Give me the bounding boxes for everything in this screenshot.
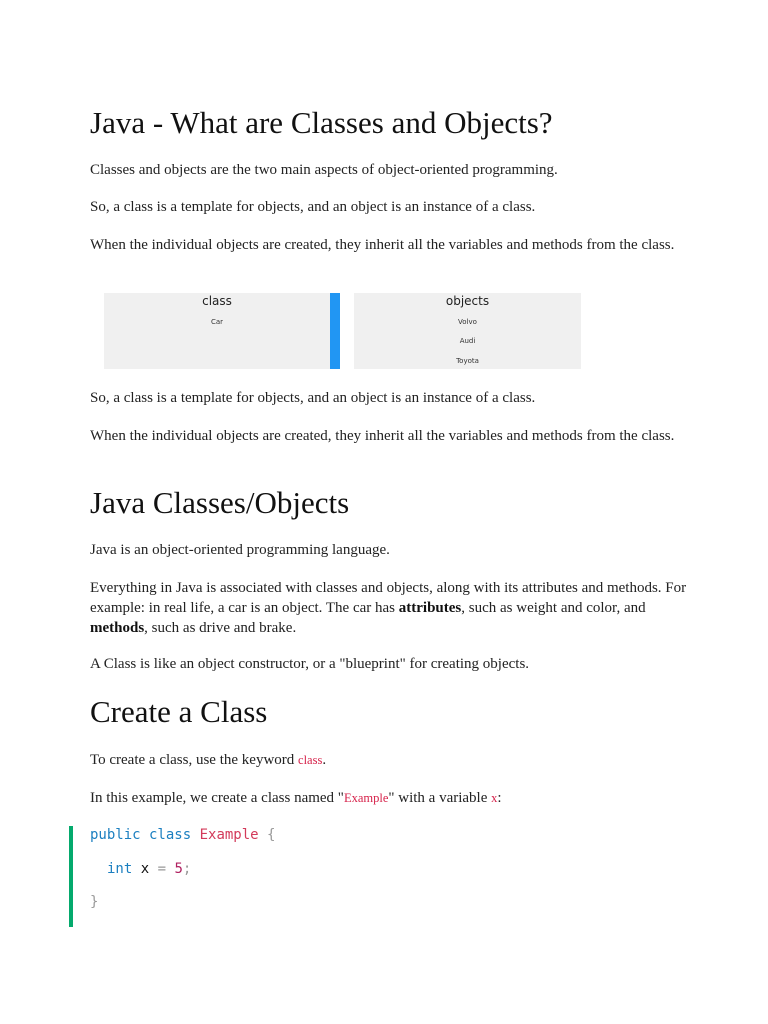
paragraph-attributes-methods [90,578,690,638]
paragraph-example [90,788,690,808]
paragraph-intro: Classes and objects are the two main aspects of object-oriented programming. [90,162,558,178]
objects-heading: objects [445,294,490,308]
code-class-name: Example [199,827,259,843]
class-item-car: Car [210,318,224,326]
paragraph-keyword [90,750,690,770]
object-item-toyota: Toyota [456,357,479,365]
diagram-gap [340,293,354,369]
bold-methods: methods [90,620,145,636]
text-span: . [322,752,327,768]
code-block [69,826,709,927]
keyword-example: Example [343,791,389,805]
heading-create-a-class: Create a Class [90,694,268,729]
keyword-class: class [298,753,323,767]
text-span: In this example, we create a class named " [90,790,344,806]
paragraph-template-repeat: So, a class is a template for objects, and an object is an instance of a class. [90,390,536,406]
code-semicolon: ; [182,861,192,877]
code-line-1 [90,826,275,844]
paragraph-inherit: When the individual objects are created, they inherit all the variables and methods from the class. [90,237,675,253]
code-line-3 [90,893,98,911]
paragraph-inherit-repeat: When the individual objects are created, they inherit all the variables and methods from the class. [90,428,675,444]
paragraph-oop-language: Java is an object-oriented programming language. [90,542,390,558]
text-span: , such as weight and color, and [461,600,646,616]
keyword-x: x [491,791,498,805]
text-span: , such as drive and brake. [144,620,297,636]
text-span: : [497,790,502,806]
bold-attributes: attributes [398,600,462,616]
heading-classes-and-objects: Java - What are Classes and Objects? [90,105,553,140]
code-brace-open: { [267,827,276,843]
class-objects-diagram [104,293,581,369]
object-item-volvo: Volvo [458,318,477,326]
text-span: To create a class, use the keyword [90,752,299,768]
object-item-audi: Audi [459,337,476,345]
code-line-2 [107,860,191,878]
code-block-rule [69,826,73,927]
paragraph-blueprint: A Class is like an object constructor, or a "blueprint" for creating objects. [90,656,530,672]
code-variable: x [140,861,150,877]
class-heading: class [202,294,232,308]
text-span: " with a variable [388,790,492,806]
code-number: 5 [174,861,183,877]
divider-bar [330,293,340,369]
code-operator: = [157,861,167,877]
code-keyword: public class [90,827,192,843]
heading-java-classes-objects: Java Classes/Objects [90,485,350,520]
code-brace-close: } [90,894,99,910]
code-type: int [107,861,133,877]
text-span: Everything in Java is associated with classes and objects, along with its attributes and methods. For example: in real life, a car is an object. The car has [90,580,687,616]
paragraph-template: So, a class is a template for objects, and an object is an instance of a class. [90,199,536,215]
